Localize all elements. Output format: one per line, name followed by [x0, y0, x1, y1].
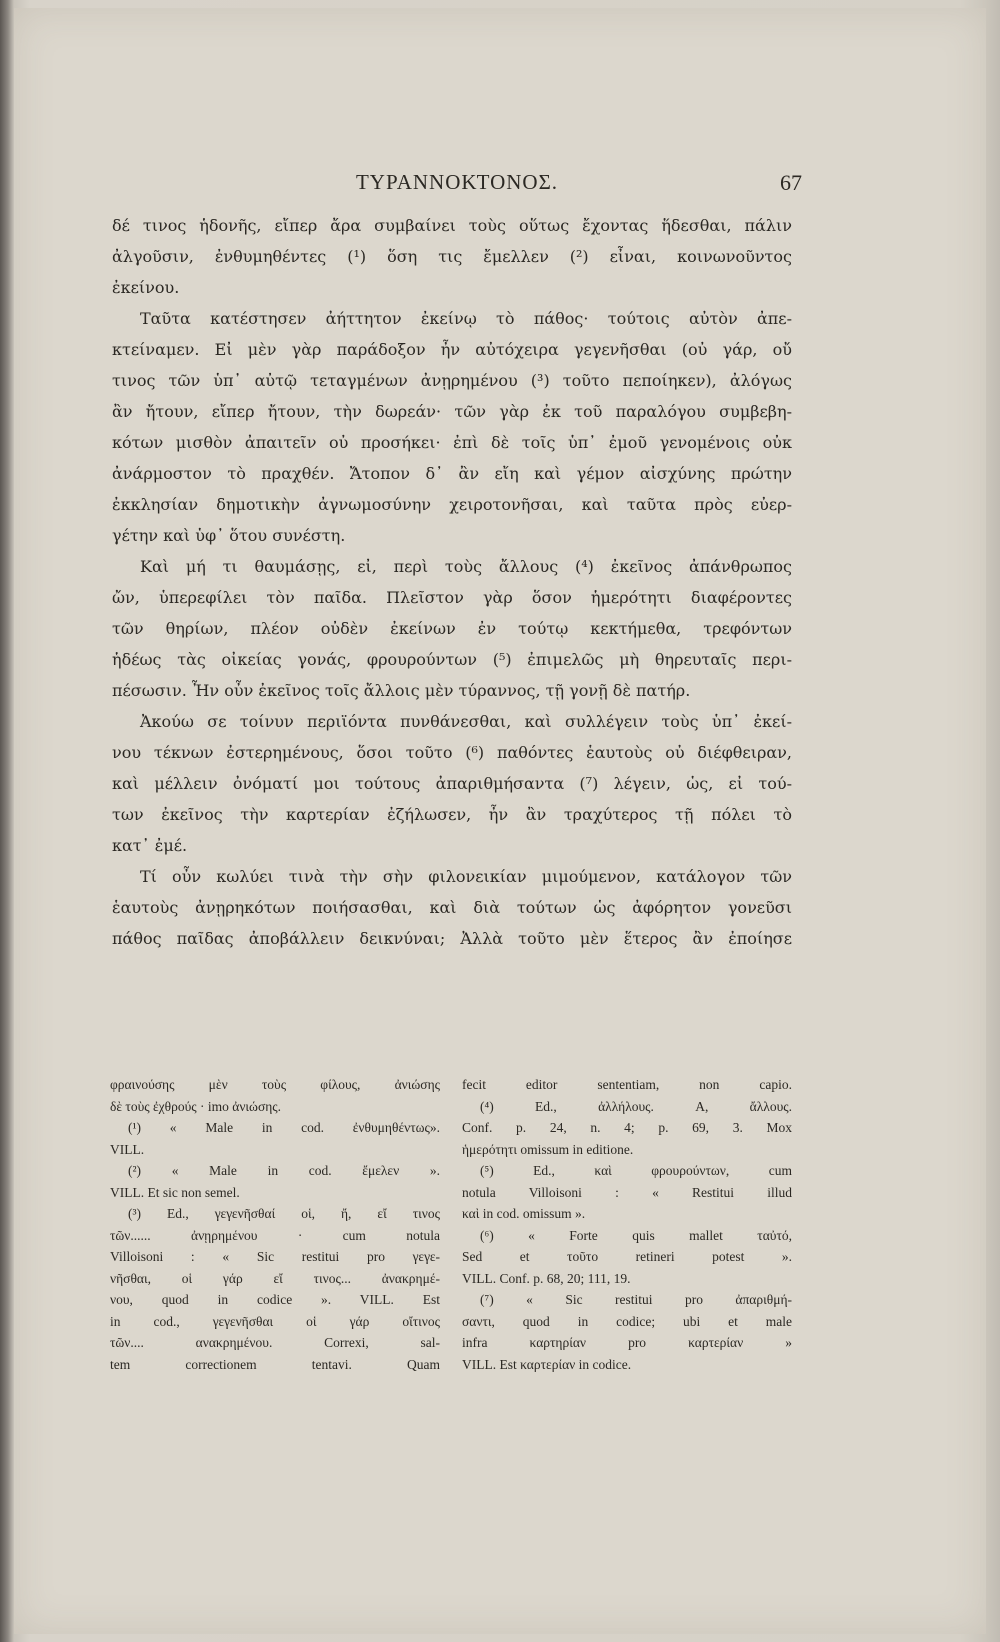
page-number: 67	[780, 170, 802, 195]
footnote-line: (⁵) Ed., καὶ φρουρούντων, cum	[480, 1163, 792, 1178]
footnote-line: (⁷) « Sic restitui pro ἀπαριθμή-	[480, 1292, 792, 1307]
text-line: κτείναμεν. Εἰ μὲν γὰρ παράδοξον ἦν αὐτόχειρα γεγενῆσθαι (οὐ γάρ, οὔ	[112, 340, 792, 359]
paragraph	[112, 861, 792, 954]
footnote-line: notula Villoisoni : « Restitui illud	[462, 1184, 792, 1200]
text-line: Τί οὖν κωλύει τινὰ τὴν σὴν φιλονεικίαν μιμούμενον, κατάλογον τῶν	[140, 867, 792, 886]
footnote-line: VILL. Et sic non semel.	[110, 1184, 240, 1200]
text-line: Ἀκούω σε τοίνυν περιϊόντα πυνθάνεσθαι, καὶ συλλέγειν τοὺς ὑπ᾽ ἐκεί-	[140, 712, 792, 731]
text-line: ἐκείνου.	[112, 278, 180, 297]
text-line: καὶ μέλλειν ὀνόματί μοι τούτους ἀπαριθμήσαντα (⁷) λέγειν, ὡς, εἰ τού-	[112, 774, 792, 793]
footnote-line: τῶν.... ανακρημένου. Correxi, sal-	[110, 1335, 440, 1350]
footnote-line: (¹) « Male in cod. ἐνθυμηθέντως».	[128, 1120, 440, 1135]
paragraph	[112, 210, 792, 303]
footnote-line: δὲ τοὺς ἐχθρούς · imo ἀνιώσης.	[110, 1098, 282, 1114]
footnote-line: Conf. p. 24, n. 4; p. 69, 3. Mox	[462, 1120, 792, 1135]
paragraph	[112, 551, 792, 706]
text-line: ἐκκλησίαν δημοτικὴν ἀγνωμοσύνην χειροτονῆσαι, καὶ ταῦτα πρὸς εὐερ-	[112, 495, 792, 514]
footnote-column-left	[110, 1074, 440, 1375]
footnote-line: VILL. Est καρτερίαν in codice.	[462, 1356, 632, 1372]
text-line: ὤν, ὑπερεφίλει τὸν παῖδα. Πλεῖστον γὰρ ὅσον ἡμερότητι διαφέροντες	[112, 588, 792, 607]
footnote-line: fecit editor sententiam, non capio.	[462, 1077, 792, 1092]
footnotes	[110, 1074, 800, 1404]
text-line: ἂν ἤτουν, εἴπερ ἤτουν, τὴν δωρεάν· τῶν γὰρ ἐκ τοῦ παραλόγου συμβεβη-	[112, 402, 792, 421]
text-line: ἡδέως τὰς οἰκείας γονάς, φρουρούντων (⁵) ἐπιμελῶς μὴ θηρευταῖς περι-	[112, 650, 792, 669]
text-line: ἀνάρμοστον τὸ πραχθέν. Ἄτοπον δ᾽ ἂν εἴη καὶ γέμον αἰσχύνης πρώτην	[112, 464, 792, 483]
paragraph	[112, 303, 792, 551]
text-line: κατ᾽ ἐμέ.	[112, 836, 188, 855]
text-line: Καὶ μή τι θαυμάσῃς, εἰ, περὶ τοὺς ἄλλους (⁴) ἐκεῖνος ἀπάνθρωπος	[140, 557, 792, 576]
text-line: νου τέκνων ἐστερημένους, ὅσοι τοῦτο (⁶) παθόντες ἑαυτοὺς οὐ διέφθειραν,	[112, 743, 792, 762]
footnote-line: νου, quod in codice ». VILL. Est	[110, 1292, 440, 1307]
text-line: κότων μισθὸν ἀπαιτεῖν οὐ προσήκει· ἐπὶ δὲ τοῖς ὑπ᾽ ἐμοῦ γενομένοις οὐκ	[112, 433, 792, 452]
footnote-line: ἡμερότητι omissum in editione.	[462, 1141, 634, 1157]
footnote-line: Sed et τοῦτο retineri potest ».	[462, 1249, 792, 1264]
footnote-line: νῆσθαι, οἱ γάρ εἴ τινος... ἀνακρημέ-	[110, 1270, 440, 1286]
footnote-column-right	[462, 1074, 792, 1375]
footnote-line: τῶν...... ἀνῃρημένου · cum notula	[110, 1227, 440, 1243]
footnote-line: in cod., γεγενῆσθαι οἱ γάρ οἴτινος	[110, 1313, 440, 1329]
footnote-line: (²) « Male in cod. ἔμελεν ».	[128, 1163, 440, 1178]
paragraph	[112, 706, 792, 861]
footnote-line: infra καρτηρίαν pro καρτερίαν »	[462, 1335, 792, 1350]
footnote-line: καὶ in cod. omissum ».	[462, 1206, 586, 1221]
text-line: ἑαυτοὺς ἀνῃρηκότων ποιήσασθαι, καὶ διὰ τούτων ὡς ἀφόρητον γονεῦσι	[112, 898, 792, 917]
text-line: πάθος παῖδας ἀποβάλλειν δεικνύναι; Ἀλλὰ τοῦτο μὲν ἕτερος ἂν ἐποίησε	[112, 929, 792, 948]
footnote-line: (⁴) Ed., ἀλλήλους. A, ἄλλους.	[480, 1098, 792, 1114]
text-line: δέ τινος ἡδονῆς, εἴπερ ἄρα συμβαίνει τοὺς οὕτως ἔχοντας ἥδεσθαι, πάλιν	[112, 216, 792, 235]
footnote-line: (⁶) « Forte quis mallet ταὐτό,	[480, 1227, 792, 1243]
text-line: των ἐκεῖνος τὴν καρτερίαν ἐζήλωσεν, ἦν ἂν τραχύτερος τῇ πόλει τὸ	[112, 805, 792, 824]
footnote-line: σαντι, quod in codice; ubi et male	[462, 1313, 792, 1329]
text-line: τῶν θηρίων, πλέον οὐδὲν ἐκείνων ἐν τούτῳ κεκτήμεθα, τρεφόντων	[112, 619, 792, 638]
footnote-line: tem correctionem tentavi. Quam	[110, 1356, 440, 1372]
text-line: τινος τῶν ὑπ᾽ αὐτῷ τεταγμένων ἀνῃρημένου (³) τοῦτο πεποίηκεν), ἀλόγως	[112, 371, 792, 390]
page-title: ΤΥΡΑΝΝΟΚΤΟΝΟΣ.	[355, 170, 559, 194]
text-line: γέτην καὶ ὑφ᾽ ὅτου συνέστη.	[112, 526, 346, 545]
main-text	[112, 210, 792, 954]
text-line: Ταῦτα κατέστησεν ἀήττητον ἐκείνῳ τὸ πάθος· τούτοις αὐτὸν ἀπε-	[140, 309, 792, 328]
text-line: ἀλγοῦσιν, ἐνθυμηθέντες (¹) ὅση τις ἔμελλεν (²) εἶναι, κοινωνοῦντος	[112, 247, 792, 266]
footnote-line: VILL. Conf. p. 68, 20; 111, 19.	[462, 1270, 631, 1286]
running-head	[112, 170, 802, 210]
footnote-line: Villoisoni : « Sic restitui pro γεγε-	[110, 1249, 440, 1264]
footnote-line: φραινούσης μὲν τοὺς φίλους, ἀνιώσης	[110, 1077, 440, 1092]
footnote-line: (³) Ed., γεγενῆσθαί οἱ, ἤ, εἴ τινος	[128, 1206, 440, 1221]
text-line: πέσωσιν. Ἦν οὖν ἐκεῖνος τοῖς ἄλλοις μὲν τύραννος, τῇ γονῇ δὲ πατήρ.	[112, 681, 691, 700]
footnote-line: VILL.	[110, 1141, 145, 1157]
